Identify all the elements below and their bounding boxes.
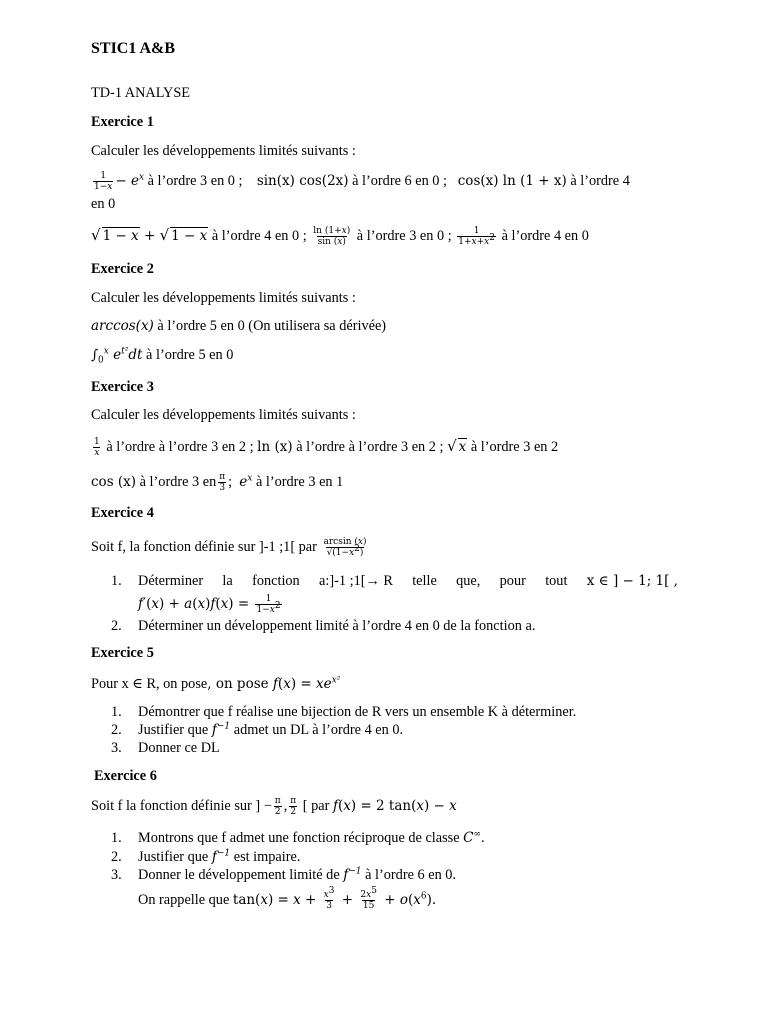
item-number: 3. (111, 867, 122, 883)
exercise-1-item-b: à l’ordre 6 en 0 ; (352, 172, 448, 189)
formula: cos(x) ln (1 + x) (457, 172, 567, 189)
exercise-3-heading: Exercice 3 (91, 379, 154, 395)
item-text: Déterminer la fonction a:]-1 ;1[→ R telle que, pour tout x ∈ ] − 1; 1[ , (138, 573, 678, 589)
exercise-2-line-2: $\int_0^x$ $e^{t^2}dt$ à l’ordre 5 en 0 (91, 346, 234, 366)
formula-fraction: $\frac{1}{1-x}$ (94, 171, 113, 192)
exercise-5-intro: Pour x ∈ R, on pose, on pose $f(x) = xe^{x^2}$ (91, 675, 341, 692)
exercise-3-item-a: à l’ordre à l’ordre 3 en 2 ; (106, 438, 254, 455)
exercise-2-item-a: à l’ordre 5 en 0 (On utilisera sa dérivée) (157, 318, 387, 334)
item-number: 2. (111, 618, 122, 634)
formula: cos (x) (91, 473, 137, 490)
formula-fraction: $\frac{\arcsin (x)}{√(1-x^2)}$ (323, 537, 367, 558)
exercise-6-intro-text: Soit f la fonction définie sur ] − (91, 797, 272, 814)
item-text: Donner le développement limité de $f^{-1}$ à l’ordre 6 en 0. (138, 866, 457, 883)
exercise-1-line-1-cont: en 0 (91, 196, 116, 212)
exercise-6-heading: Exercice 6 (94, 768, 157, 784)
exercise-1-line-2: √ 1 − x + √ 1 − x à l’ordre 4 en 0 ; $\frac{\ln (1+x)}{\sin (x)}$ à l’ordre 3 en 0 ; $\frac{1}{1+x+x^2}$ à l’ordre 4 en 0 (91, 225, 589, 247)
formula: arccos(x) (91, 318, 154, 334)
exercise-1-intro: Calculer les développements limités suivants : (91, 143, 356, 159)
formula-fraction: $\frac{\pi}{3}$ (219, 472, 226, 493)
exercise-3-line-1: $\frac{1}{x}$ à l’ordre à l’ordre 3 en 2 ; ln (x) à l’ordre à l’ordre 3 en 2 ; √ x à l’ordre 3 en 2 (94, 436, 559, 458)
exercise-1-item-e: à l’ordre 3 en 0 ; (356, 227, 452, 244)
exercise-3-item-d: à l’ordre 3 en (139, 473, 217, 490)
exercise-1-item-d: à l’ordre 4 en 0 ; (211, 227, 307, 244)
formula: sin(x) cos(2x) (256, 172, 349, 189)
formula-fraction: $\frac{1}{x}$ (94, 437, 100, 458)
exercise-1-item-a: à l’ordre 3 en 0 ; (147, 172, 243, 189)
exercise-1-heading: Exercice 1 (91, 114, 154, 130)
exercise-3-item-b: à l’ordre à l’ordre 3 en 2 ; (296, 438, 444, 455)
item-number: 2. (111, 722, 122, 738)
exercise-5-heading: Exercice 5 (91, 645, 154, 661)
exercise-2-line-1 (91, 318, 691, 335)
item-number: 1. (111, 573, 122, 589)
item-number: 3. (111, 740, 122, 756)
reminder-text: On rappelle que (138, 892, 230, 908)
item-text: Donner ce DL (138, 740, 220, 756)
exercise-2-intro: Calculer les développements limités suivants : (91, 290, 356, 306)
document-title: STIC1 A&B (91, 40, 176, 57)
formula-fraction: $\frac{1}{1+x+x^2}$ (458, 226, 495, 247)
exercise-1-item-c: à l’ordre 4 (570, 172, 630, 189)
exercise-4-heading: Exercice 4 (91, 505, 154, 521)
document-subtitle: TD-1 ANALYSE (91, 85, 191, 101)
exercise-1-item-f: à l’ordre 4 en 0 (501, 227, 589, 244)
item-number: 2. (111, 849, 122, 865)
item-text: Justifier que $f^{-1}$ admet un DL à l’ordre 4 en 0. (138, 721, 404, 738)
exercise-4-intro (91, 537, 691, 558)
exercise-3-item-c: à l’ordre 3 en 2 (470, 438, 559, 455)
exercise-3-line-2: cos (x) à l’ordre 3 en $\frac{\pi}{3}$ ; $e^x$ à l’ordre 3 en 1 (91, 472, 344, 493)
exercise-6-intro-text-2: [ par (302, 797, 330, 814)
exercise-2-item-b: à l’ordre 5 en 0 (146, 347, 234, 363)
exercise-5-intro-text: Pour x ∈ R, on pose (91, 676, 208, 692)
item-text: Montrons que f admet une fonction réciproque de classe C∞. (138, 829, 485, 846)
exercise-3-item-e: à l’ordre 3 en 1 (255, 473, 344, 490)
exercise-4-intro-text: Soit f, la fonction définie sur ]-1 ;1[ par (91, 538, 317, 555)
exercise-6-intro: Soit f la fonction définie sur ] − $\frac{\pi}{2}$ , $\frac{\pi}{2}$ [ par f(x) = 2 tan(x) − x (91, 796, 457, 817)
item-text: Justifier que $f^{-1}$ est impaire. (138, 848, 301, 865)
formula-fraction: $\frac{\ln (1+x)}{\sin (x)}$ (313, 226, 351, 247)
exercise-3-intro: Calculer les développements limités suivants : (91, 407, 356, 423)
item-text: Déterminer un développement limité à l’ordre 4 en 0 de la fonction a. (138, 618, 536, 634)
item-number: 1. (111, 704, 122, 720)
item-number: 1. (111, 830, 122, 846)
item-text: Démontrer que f réalise une bijection de R vers un ensemble K à déterminer. (138, 704, 577, 720)
exercise-2-heading: Exercice 2 (91, 261, 154, 277)
formula: ln (x) (257, 438, 293, 455)
exercise-1-line-1: $\frac{1}{1-x}$ − $e^x$ à l’ordre 3 en 0 ; sin(x) cos(2x) à l’ordre 6 en 0 ; cos(x) ln (1 + x) à l’ordre 4 (94, 171, 630, 192)
